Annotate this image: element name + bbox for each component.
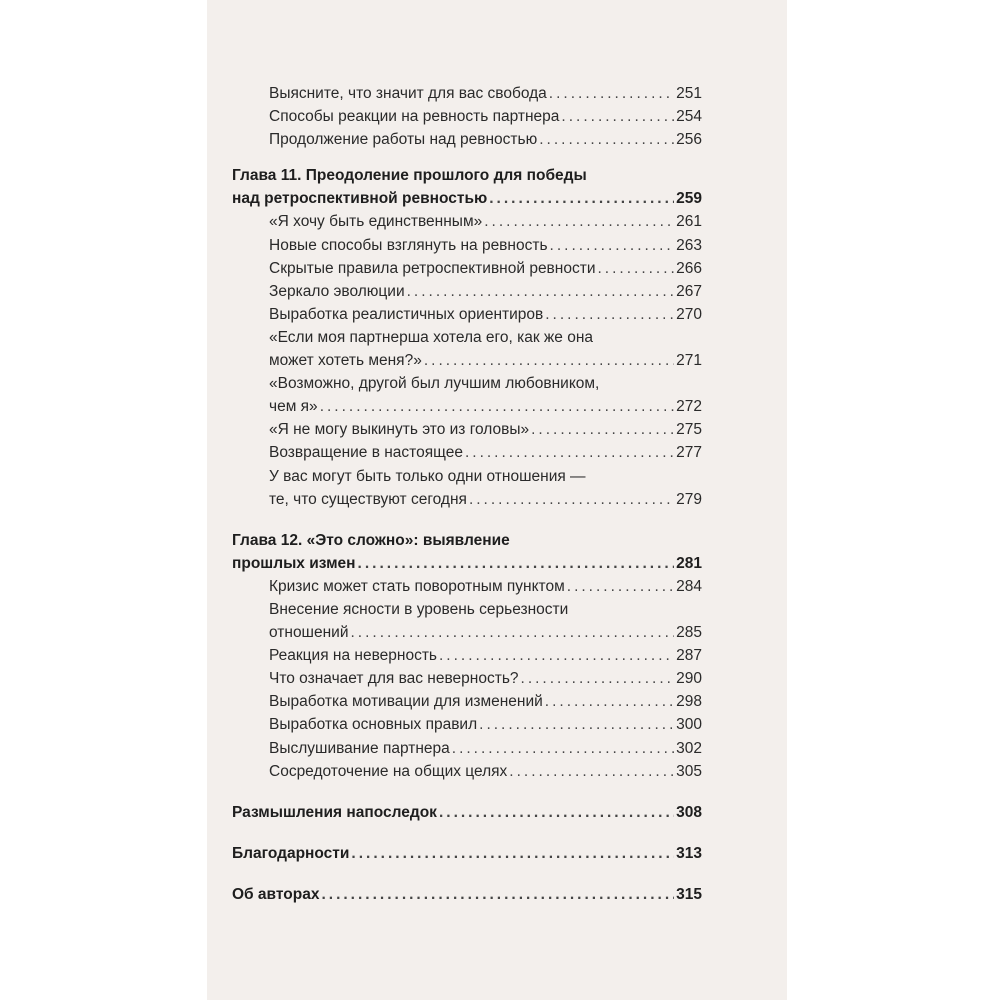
dot-leader <box>358 552 675 575</box>
toc-entry-title: Сосредоточение на общих целях <box>269 762 508 780</box>
chapter-12-heading-line1 <box>232 529 702 552</box>
toc-entry-title: Продолжение работы над ревностью <box>269 131 538 149</box>
toc-entry <box>232 82 702 105</box>
spacer <box>232 865 702 883</box>
toc-entry-page: 277 <box>676 444 702 462</box>
dot-leader <box>597 257 674 280</box>
dot-leader <box>539 128 674 151</box>
toc-entry-title: отношений <box>269 624 349 642</box>
dot-leader <box>351 621 675 644</box>
toc-entry <box>232 128 702 151</box>
toc-entry-page: 256 <box>676 131 702 149</box>
toc-entry <box>232 395 702 418</box>
spacer <box>232 824 702 842</box>
dot-leader <box>465 441 674 464</box>
toc-entry-page: 279 <box>676 490 702 508</box>
chapter-12-heading <box>232 552 702 575</box>
toc-entry <box>232 621 702 644</box>
dot-leader <box>479 713 674 736</box>
about-authors-heading <box>232 883 702 906</box>
toc-entry-page: 267 <box>676 282 702 300</box>
about-authors-title: Об авторах <box>232 885 320 903</box>
dot-leader <box>545 690 674 713</box>
spacer <box>232 511 702 529</box>
toc-entry-page: 285 <box>676 624 702 642</box>
toc-entry <box>232 105 702 128</box>
dot-leader <box>567 575 674 598</box>
toc-entry-page: 287 <box>676 647 702 665</box>
table-of-contents <box>232 82 702 906</box>
toc-entry-page: 305 <box>676 762 702 780</box>
afterword-title: Размышления напоследок <box>232 803 437 821</box>
dot-leader <box>320 395 674 418</box>
dot-leader <box>545 303 674 326</box>
toc-entry-line1 <box>232 372 702 395</box>
acknowledgments-page: 313 <box>676 844 702 862</box>
dot-leader <box>407 280 675 303</box>
toc-entry <box>232 667 702 690</box>
toc-entry-title-line1: «Возможно, другой был лучшим любовником, <box>269 375 600 393</box>
dot-leader <box>439 644 674 667</box>
acknowledgments-title: Благодарности <box>232 844 350 862</box>
toc-entry-line1 <box>232 326 702 349</box>
toc-entry-page: 300 <box>676 716 702 734</box>
toc-entry-page: 272 <box>676 398 702 416</box>
chapter-12-page: 281 <box>676 554 702 572</box>
about-authors-page: 315 <box>676 885 702 903</box>
chapter-11-heading-line1 <box>232 164 702 187</box>
chapter-12-title-line2: прошлых измен <box>232 554 356 572</box>
dot-leader <box>484 210 674 233</box>
toc-entry-title-line1: «Если моя партнерша хотела его, как же она <box>269 328 594 346</box>
dot-leader <box>521 667 675 690</box>
toc-entry-title: Новые способы взглянуть на ревность <box>269 236 548 254</box>
toc-entry-title: «Я хочу быть единственным» <box>269 213 483 231</box>
toc-entry-title-line1: У вас могут быть только одни отношения — <box>269 467 586 485</box>
dot-leader <box>469 488 674 511</box>
toc-entry-title: чем я» <box>269 398 318 416</box>
toc-entry-title: Скрытые правила ретроспективной ревности <box>269 259 596 277</box>
toc-entry-title: «Я не могу выкинуть это из головы» <box>269 421 530 439</box>
toc-entry-page: 261 <box>676 213 702 231</box>
toc-entry-page: 284 <box>676 577 702 595</box>
toc-entry-page: 263 <box>676 236 702 254</box>
toc-entry <box>232 760 702 783</box>
toc-entry-title: может хотеть меня?» <box>269 352 422 370</box>
toc-entry-line1 <box>232 465 702 488</box>
toc-entry <box>232 349 702 372</box>
toc-entry-title: Выработка основных правил <box>269 716 478 734</box>
chapter-11-heading <box>232 187 702 210</box>
dot-leader <box>549 82 674 105</box>
dot-leader <box>452 737 674 760</box>
toc-entry <box>232 303 702 326</box>
toc-entry-title: Выработка реалистичных ориентиров <box>269 305 544 323</box>
dot-leader <box>509 760 674 783</box>
toc-entry-page: 270 <box>676 305 702 323</box>
dot-leader <box>321 883 674 906</box>
toc-entry <box>232 488 702 511</box>
toc-entry-page: 290 <box>676 670 702 688</box>
toc-entry-title: Что означает для вас неверность? <box>269 670 519 688</box>
dot-leader <box>424 349 674 372</box>
toc-entry-page: 251 <box>676 85 702 102</box>
dot-leader <box>561 105 674 128</box>
acknowledgments-heading <box>232 842 702 865</box>
dot-leader <box>489 187 674 210</box>
toc-entry <box>232 737 702 760</box>
chapter-11-title-line1: Глава 11. Преодоление прошлого для победы <box>232 167 587 185</box>
toc-entry-title: Кризис может стать поворотным пунктом <box>269 577 565 595</box>
afterword-page: 308 <box>676 803 702 821</box>
spacer <box>232 783 702 801</box>
dot-leader <box>550 234 675 257</box>
toc-entry <box>232 234 702 257</box>
toc-entry-title: Возвращение в настоящее <box>269 444 463 462</box>
toc-entry-line1 <box>232 598 702 621</box>
toc-entry-title: Способы реакции на ревность партнера <box>269 108 560 126</box>
toc-entry-page: 302 <box>676 739 702 757</box>
toc-entry <box>232 257 702 280</box>
chapter-12-title-line1: Глава 12. «Это сложно»: выявление <box>232 531 510 549</box>
spacer <box>232 151 702 164</box>
toc-entry-page: 298 <box>676 693 702 711</box>
toc-entry <box>232 441 702 464</box>
toc-entry-title: Зеркало эволюции <box>269 282 405 300</box>
toc-entry-title: Выясните, что значит для вас свобода <box>269 85 547 102</box>
book-page <box>207 0 787 1000</box>
toc-entry <box>232 713 702 736</box>
toc-entry-title: Реакция на неверность <box>269 647 437 665</box>
toc-entry-page: 271 <box>676 352 702 370</box>
toc-entry <box>232 644 702 667</box>
toc-entry-page: 254 <box>676 108 702 126</box>
toc-entry <box>232 280 702 303</box>
afterword-heading <box>232 801 702 824</box>
toc-entry-title-line1: Внесение ясности в уровень серьезности <box>269 600 569 618</box>
toc-entry <box>232 575 702 598</box>
chapter-11-page: 259 <box>676 190 702 208</box>
toc-entry <box>232 210 702 233</box>
toc-entry-page: 275 <box>676 421 702 439</box>
toc-entry-title: Выслушивание партнера <box>269 739 450 757</box>
dot-leader <box>351 842 674 865</box>
toc-entry <box>232 690 702 713</box>
dot-leader <box>531 418 674 441</box>
toc-entry-title: те, что существуют сегодня <box>269 490 467 508</box>
chapter-11-title-line2: над ретроспективной ревностью <box>232 190 488 208</box>
toc-entry-title: Выработка мотивации для изменений <box>269 693 543 711</box>
toc-entry-page: 266 <box>676 259 702 277</box>
dot-leader <box>439 801 674 824</box>
toc-entry <box>232 418 702 441</box>
